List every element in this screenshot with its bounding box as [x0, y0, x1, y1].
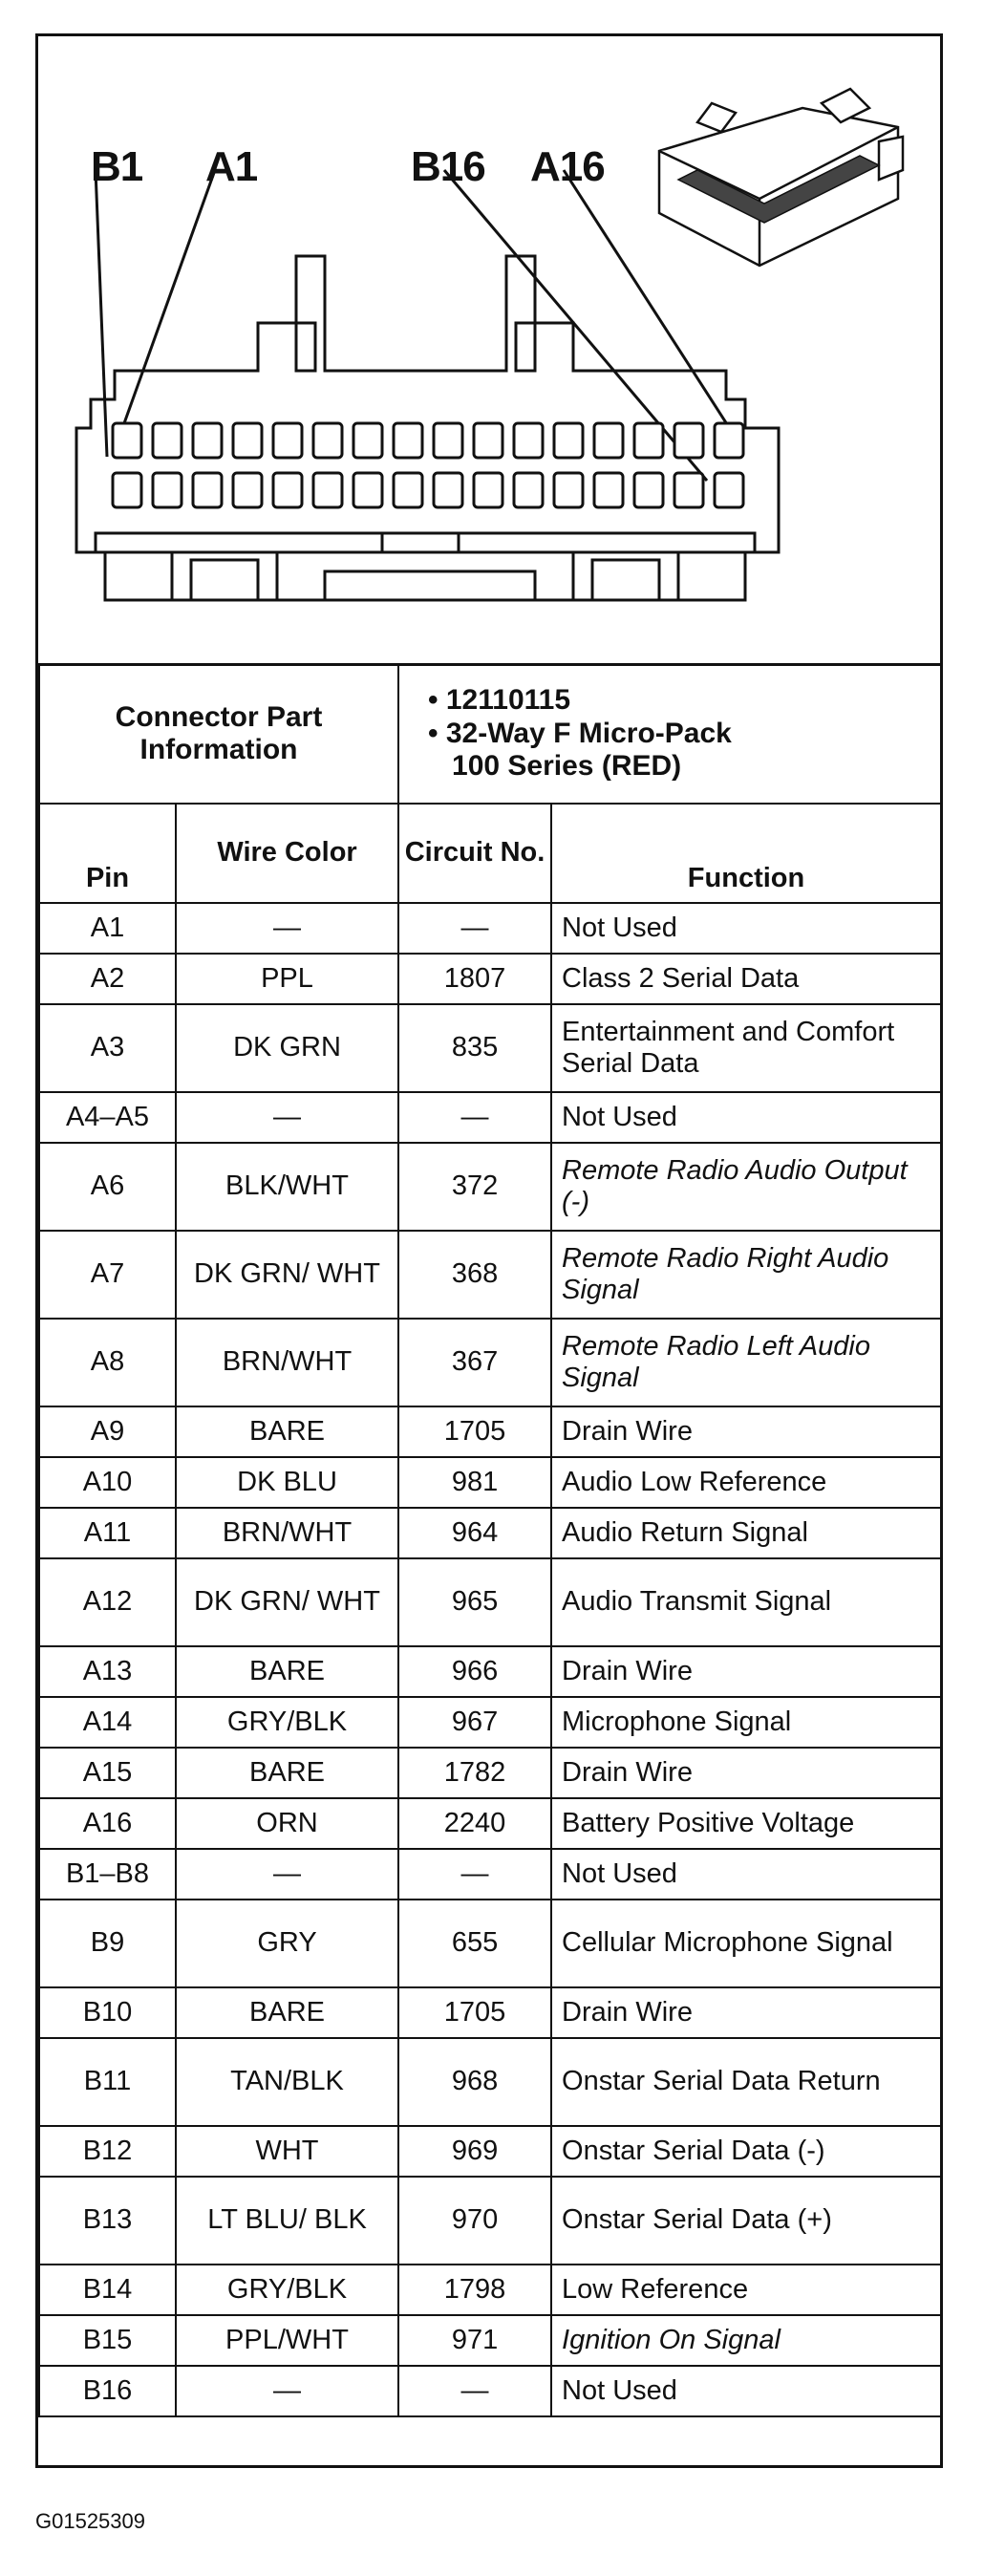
col-function: Function [551, 804, 941, 903]
wire-color-cell: GRY/BLK [176, 2265, 398, 2315]
table-row [39, 1558, 941, 1646]
col-circuit: Circuit No. [398, 804, 551, 903]
function-cell: Onstar Serial Data (-) [551, 2126, 941, 2177]
col-pin: Pin [39, 804, 176, 903]
table-row [39, 1004, 941, 1092]
wire-color-cell: — [176, 1849, 398, 1900]
circuit-cell: — [398, 2366, 551, 2416]
table-row [39, 2265, 941, 2315]
table-row [39, 1508, 941, 1558]
label-a16: A16 [530, 143, 605, 190]
function-cell: Audio Low Reference [551, 1457, 941, 1508]
circuit-cell: 368 [398, 1231, 551, 1319]
pin-cavity [313, 473, 342, 507]
table-row [39, 1748, 941, 1798]
wire-color-cell: BRN/WHT [176, 1319, 398, 1406]
table-row [39, 2177, 941, 2265]
function-cell: Remote Radio Left Audio Signal [551, 1319, 941, 1406]
wire-color-cell: WHT [176, 2126, 398, 2177]
wire-color-cell: PPL/WHT [176, 2315, 398, 2366]
pin-cell: A3 [39, 1004, 176, 1092]
pin-cavity [474, 473, 503, 507]
figure-id: G01525309 [35, 2509, 145, 2533]
circuit-cell: 971 [398, 2315, 551, 2366]
function-cell: Cellular Microphone Signal [551, 1900, 941, 1987]
connector-series: 100 Series (RED) [452, 750, 682, 783]
table-row [39, 1092, 941, 1143]
connector-info-header: Connector Part Information [39, 664, 398, 804]
pin-cavity [715, 473, 743, 507]
pin-cavity [514, 423, 543, 458]
pin-cell: A13 [39, 1646, 176, 1697]
table-row [39, 1798, 941, 1849]
pin-cell: B1–B8 [39, 1849, 176, 1900]
function-cell: Not Used [551, 1849, 941, 1900]
pin-cavity [715, 423, 743, 458]
wire-color-cell: BARE [176, 1748, 398, 1798]
circuit-cell: 1705 [398, 1987, 551, 2038]
pin-cavity [474, 423, 503, 458]
circuit-cell: 965 [398, 1558, 551, 1646]
table-row [39, 2126, 941, 2177]
pin-cell: A1 [39, 903, 176, 954]
pin-cavity [353, 423, 382, 458]
pin-cell: B16 [39, 2366, 176, 2416]
circuit-cell: 968 [398, 2038, 551, 2126]
circuit-cell: 964 [398, 1508, 551, 1558]
wire-color-cell: PPL [176, 954, 398, 1004]
circuit-cell: 835 [398, 1004, 551, 1092]
pin-cell: A15 [39, 1748, 176, 1798]
circuit-cell: 1807 [398, 954, 551, 1004]
circuit-cell: 981 [398, 1457, 551, 1508]
pin-cavity [434, 473, 462, 507]
connector-info-details [398, 664, 941, 804]
pin-cavity [273, 473, 302, 507]
pin-cell: A6 [39, 1143, 176, 1231]
function-cell: Not Used [551, 903, 941, 954]
table-row [39, 2315, 941, 2366]
function-cell: Drain Wire [551, 1646, 941, 1697]
circuit-cell: 1705 [398, 1406, 551, 1457]
wire-color-cell: ORN [176, 1798, 398, 1849]
table-row [39, 1406, 941, 1457]
function-cell: Battery Positive Voltage [551, 1798, 941, 1849]
function-cell: Audio Return Signal [551, 1508, 941, 1558]
pin-cavity [674, 473, 703, 507]
pin-cavity [554, 423, 583, 458]
wire-color-cell: GRY [176, 1900, 398, 1987]
pin-cavity [313, 423, 342, 458]
table-row [39, 1646, 941, 1697]
circuit-cell: 1782 [398, 1748, 551, 1798]
label-b1: B1 [91, 143, 143, 190]
circuit-cell: — [398, 903, 551, 954]
wire-color-cell: DK BLU [176, 1457, 398, 1508]
pin-cavity [153, 423, 182, 458]
pin-cavity [113, 423, 141, 458]
table-row [39, 954, 941, 1004]
function-cell: Entertainment and Comfort Serial Data [551, 1004, 941, 1092]
connector-diagram [38, 36, 940, 666]
pin-cell: A14 [39, 1697, 176, 1748]
function-cell: Not Used [551, 2366, 941, 2416]
pin-cell: B9 [39, 1900, 176, 1987]
col-wire: Wire Color [176, 804, 398, 903]
wire-color-cell: DK GRN/ WHT [176, 1558, 398, 1646]
pin-cell: B14 [39, 2265, 176, 2315]
table-row [39, 2366, 941, 2416]
pin-cell: A2 [39, 954, 176, 1004]
table-row [39, 903, 941, 954]
pin-cavity [193, 423, 222, 458]
pin-cavity [233, 423, 262, 458]
label-a1: A1 [205, 143, 258, 190]
pin-cell: B11 [39, 2038, 176, 2126]
circuit-cell: — [398, 1849, 551, 1900]
wire-color-cell: TAN/BLK [176, 2038, 398, 2126]
table-row [39, 1697, 941, 1748]
table-row [39, 1987, 941, 2038]
wire-color-cell: DK GRN/ WHT [176, 1231, 398, 1319]
function-cell: Microphone Signal [551, 1697, 941, 1748]
function-cell: Ignition On Signal [551, 2315, 941, 2366]
circuit-cell: 966 [398, 1646, 551, 1697]
wire-color-cell: DK GRN [176, 1004, 398, 1092]
function-cell: Onstar Serial Data (+) [551, 2177, 941, 2265]
pin-cavity [193, 473, 222, 507]
circuit-cell: 2240 [398, 1798, 551, 1849]
wire-color-cell: BRN/WHT [176, 1508, 398, 1558]
circuit-cell: 367 [398, 1319, 551, 1406]
pin-cell: B12 [39, 2126, 176, 2177]
pin-cell: B15 [39, 2315, 176, 2366]
function-cell: Remote Radio Right Audio Signal [551, 1231, 941, 1319]
wire-color-cell: — [176, 2366, 398, 2416]
pinout-table [38, 663, 942, 2417]
pin-cell: A16 [39, 1798, 176, 1849]
wire-color-cell: BARE [176, 1406, 398, 1457]
pin-cavity [634, 473, 663, 507]
connector-description: • 32-Way F Micro-Pack [428, 717, 732, 749]
pin-cell: A12 [39, 1558, 176, 1646]
wire-color-cell: LT BLU/ BLK [176, 2177, 398, 2265]
circuit-cell: 969 [398, 2126, 551, 2177]
circuit-cell: 970 [398, 2177, 551, 2265]
table-row [39, 2038, 941, 2126]
circuit-cell: 967 [398, 1697, 551, 1748]
pin-cavity [594, 423, 623, 458]
part-number: • 12110115 [428, 684, 571, 717]
function-cell: Class 2 Serial Data [551, 954, 941, 1004]
function-cell: Not Used [551, 1092, 941, 1143]
pin-cavity [394, 473, 422, 507]
table-row [39, 1457, 941, 1508]
pin-cell: B10 [39, 1987, 176, 2038]
pin-cavity [153, 473, 182, 507]
table-row [39, 1849, 941, 1900]
wire-color-cell: GRY/BLK [176, 1697, 398, 1748]
function-cell: Audio Transmit Signal [551, 1558, 941, 1646]
pin-cavity [594, 473, 623, 507]
circuit-cell: 655 [398, 1900, 551, 1987]
pin-cavity [394, 423, 422, 458]
function-cell: Remote Radio Audio Output (-) [551, 1143, 941, 1231]
pin-cavity [514, 473, 543, 507]
wire-color-cell: BARE [176, 1646, 398, 1697]
connector-sheet [35, 33, 943, 2468]
pin-cavity [634, 423, 663, 458]
wire-color-cell: BARE [176, 1987, 398, 2038]
pin-cell: A9 [39, 1406, 176, 1457]
pin-cell: A7 [39, 1231, 176, 1319]
wire-color-cell: BLK/WHT [176, 1143, 398, 1231]
table-row [39, 1143, 941, 1231]
function-cell: Low Reference [551, 2265, 941, 2315]
circuit-cell: — [398, 1092, 551, 1143]
function-cell: Drain Wire [551, 1987, 941, 2038]
wire-color-cell: — [176, 1092, 398, 1143]
pin-cell: A4–A5 [39, 1092, 176, 1143]
pin-cell: A10 [39, 1457, 176, 1508]
label-b16: B16 [411, 143, 485, 190]
pin-cavity [674, 423, 703, 458]
connector-drawing [38, 36, 940, 663]
pin-cavity [554, 473, 583, 507]
pin-cavity [273, 423, 302, 458]
pin-cavity [233, 473, 262, 507]
table-row [39, 1319, 941, 1406]
pin-cavity [113, 473, 141, 507]
table-row [39, 1231, 941, 1319]
pin-cell: A8 [39, 1319, 176, 1406]
wire-color-cell: — [176, 903, 398, 954]
pin-cell: B13 [39, 2177, 176, 2265]
function-cell: Onstar Serial Data Return [551, 2038, 941, 2126]
function-cell: Drain Wire [551, 1406, 941, 1457]
function-cell: Drain Wire [551, 1748, 941, 1798]
pin-cell: A11 [39, 1508, 176, 1558]
pin-cavity [434, 423, 462, 458]
table-row [39, 1900, 941, 1987]
circuit-cell: 372 [398, 1143, 551, 1231]
circuit-cell: 1798 [398, 2265, 551, 2315]
pin-cavity [353, 473, 382, 507]
